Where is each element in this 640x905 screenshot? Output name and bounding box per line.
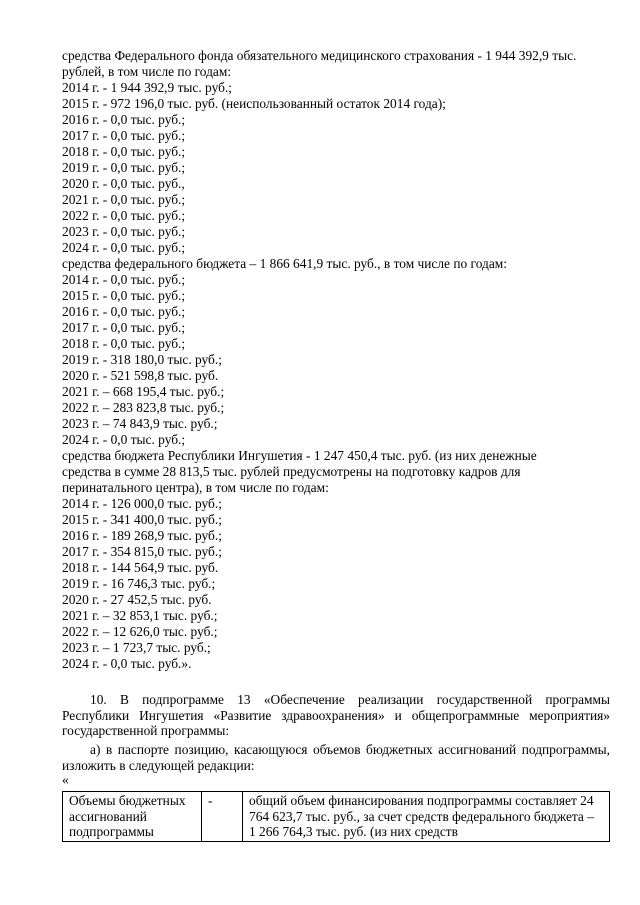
text-line: 2021 г. – 668 195,4 тыс. руб.; [62,384,225,399]
text-line: 2015 г. - 341 400,0 тыс. руб.; [62,512,222,527]
text-line: 2016 г. - 0,0 тыс. руб.; [62,112,186,127]
text-line: 2022 г. – 283 823,8 тыс. руб.; [62,400,225,415]
text-line: 2021 г. - 0,0 тыс. руб.; [62,192,186,207]
table-cell-dash: - [202,792,243,842]
text-line: 2017 г. - 354 815,0 тыс. руб.; [62,544,222,559]
text-line: 2018 г. - 144 564,9 тыс. руб. [62,560,219,575]
text-line: 2024 г. - 0,0 тыс. руб.; [62,432,186,447]
text-line: средства в сумме 28 813,5 тыс. рублей предусмотрены на подготовку кадров для [62,464,521,479]
text-line: 2023 г. – 1 723,7 тыс. руб.; [62,640,211,655]
text-line: 2019 г. - 0,0 тыс. руб.; [62,160,186,175]
table-row [63,792,610,842]
text-line: 2015 г. - 0,0 тыс. руб.; [62,288,186,303]
paragraph-item-10: 10. В подпрограмме 13 «Обеспечение реализации государственной программы Республики Ингушетия «Развитие здравоохранения» и общепрограммные мероприятия» государственной программы: [62,692,610,738]
text-line: 2018 г. - 0,0 тыс. руб.; [62,336,186,351]
text-line: 2014 г. - 0,0 тыс. руб.; [62,272,186,287]
text-line: 2014 г. - 1 944 392,9 тыс. руб.; [62,80,232,95]
text-line: средства бюджета Республики Ингушетия - 1 247 450,4 тыс. руб. (из них денежные [62,448,537,463]
text-line: 2024 г. - 0,0 тыс. руб.; [62,240,186,255]
opening-quote: « [62,772,69,787]
text-line: 2021 г. – 32 853,1 тыс. руб.; [62,608,218,623]
text-line: 2020 г. - 27 452,5 тыс. руб. [62,592,212,607]
text-line: перинатального центра), в том числе по годам: [62,480,329,495]
text-line: 2017 г. - 0,0 тыс. руб.; [62,128,186,143]
text-line: 2015 г. - 972 196,0 тыс. руб. (неиспользованный остаток 2014 года); [62,96,446,111]
text-line: средства Федерального фонда обязательного медицинского страхования - 1 944 392,9 тыс. [62,48,577,63]
text-line: 2022 г. – 12 626,0 тыс. руб.; [62,624,218,639]
text-line: 2024 г. - 0,0 тыс. руб.». [62,656,192,671]
text-line: 2020 г. - 0,0 тыс. руб., [62,176,185,191]
text-line: 2023 г. - 0,0 тыс. руб.; [62,224,186,239]
text-line: 2014 г. - 126 000,0 тыс. руб.; [62,496,222,511]
text-line: 2017 г. - 0,0 тыс. руб.; [62,320,186,335]
table-cell-value: общий объем финансирования подпрограммы составляет 24 764 623,7 тыс. руб., за счет средств федерального бюджета – 1 266 764,3 тыс. руб. (из них средств [243,792,610,842]
passport-table [62,791,610,842]
funding-list [62,48,602,672]
paragraph-item-a: а) в паспорте позицию, касающуюся объемов бюджетных ассигнований подпрограммы, изложить в следующей редакции: [62,742,610,773]
text-line: 2016 г. - 0,0 тыс. руб.; [62,304,186,319]
text-line: средства федерального бюджета – 1 866 641,9 тыс. руб., в том числе по годам: [62,256,507,271]
text-line: 2019 г. - 16 746,3 тыс. руб.; [62,576,216,591]
text-line: 2016 г. - 189 268,9 тыс. руб.; [62,528,222,543]
text-line: 2019 г. - 318 180,0 тыс. руб.; [62,352,222,367]
text-line: 2018 г. - 0,0 тыс. руб.; [62,144,186,159]
text-line: 2022 г. - 0,0 тыс. руб.; [62,208,186,223]
text-line: 2020 г. - 521 598,8 тыс. руб. [62,368,219,383]
text-line: рублей, в том числе по годам: [62,64,232,79]
table-cell-label: Объемы бюджетных ассигнований подпрограммы [63,792,202,842]
text-line: 2023 г. – 74 843,9 тыс. руб.; [62,416,218,431]
